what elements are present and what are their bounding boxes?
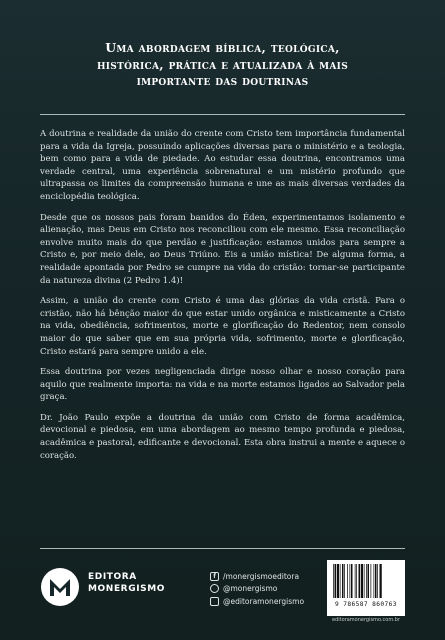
publisher-line-2: MONERGISMO: [88, 583, 166, 594]
social-twitter: [210, 583, 304, 596]
social-facebook-label: /monergismoeditora: [223, 571, 300, 581]
social-facebook: [210, 570, 304, 583]
facebook-icon: f: [210, 572, 219, 581]
bottom-divider: [40, 548, 405, 549]
paragraph-4: Essa doutrina por vezes negligenciada dirige nosso olhar e nosso coração para aquilo que realmente importa: na vida e na morte estamos ligados ao Salvador pela graça.: [40, 367, 405, 403]
paragraph-1: A doutrina e realidade da união do crente com Cristo tem importância fundamental para a vida da Igreja, possuindo aplicações diversas para o ministério e a teologia, bem como para a vida de piedade. Ao estudar essa doutrina, encontramos uma verdade central, uma experiência sobrenatural e um mistério profundo que ultrapassa os limites da compreensão humana e une as mais diversas verdades da enciclopédia teológica.: [40, 129, 405, 202]
instagram-icon: [210, 597, 219, 606]
synopsis: [40, 128, 405, 470]
top-divider: [40, 114, 405, 115]
paragraph-5: Dr. João Paulo expõe a doutrina da união com Cristo de forma acadêmica, devocional e piedosa, em uma abordagem ao mesmo tempo profunda e piedosa, acadêmica e pastoral, edificante e devocional. Esta obra instrui a mente e aquece o coração.: [40, 412, 405, 461]
paragraph-3: Assim, a união do crente com Cristo é uma das glórias da vida cristã. Para o cristão, não há bênção maior do que estar unido orgânica e misticamente a Cristo na vida, obediência, sofrimentos, morte e glorificação do Redentor, nem consolo maior do que saber que em sua própria vida, sofrimento, morte e glorificação, Cristo estará para sempre unido a ele.: [40, 296, 405, 357]
publisher-logo-icon: [40, 567, 80, 607]
social-links: [210, 570, 304, 608]
headline-line-3: importante das doutrinas: [136, 73, 309, 88]
barcode-bars: [331, 564, 401, 601]
publisher-line-1: EDITORA: [88, 572, 137, 582]
headline: [60, 40, 385, 90]
barcode-digits: 9 786587 860763: [335, 601, 397, 608]
twitter-icon: [210, 584, 219, 593]
barcode: [327, 560, 405, 616]
publisher-name: [88, 572, 165, 595]
paragraph-2: Desde que os nossos pais foram banidos do Éden, experimentamos isolamento e alienação, mas Deus em Cristo nos reconciliou com ele mesmo. Essa reconciliação envolve muito mais do que perdão e justificação: estamos unidos para sempre a Cristo e, por meio dele, ao Deus Triúno. Eis a união mística! De alguma forma, a realidade apontada por Pedro se cumpre na vida do cristão: tornar-se participante da natureza divina (2 Pedro 1.4)!: [40, 212, 405, 286]
social-twitter-label: @monergismo: [223, 584, 278, 594]
social-instagram-label: @editoramonergismo: [223, 596, 305, 606]
publisher-url: editoramonergismo.com.br: [331, 617, 401, 623]
social-instagram: [210, 595, 304, 608]
headline-line-1: Uma abordagem bíblica, teológica,: [105, 40, 340, 55]
headline-line-2: histórica, prática e atualizada à mais: [96, 56, 348, 72]
